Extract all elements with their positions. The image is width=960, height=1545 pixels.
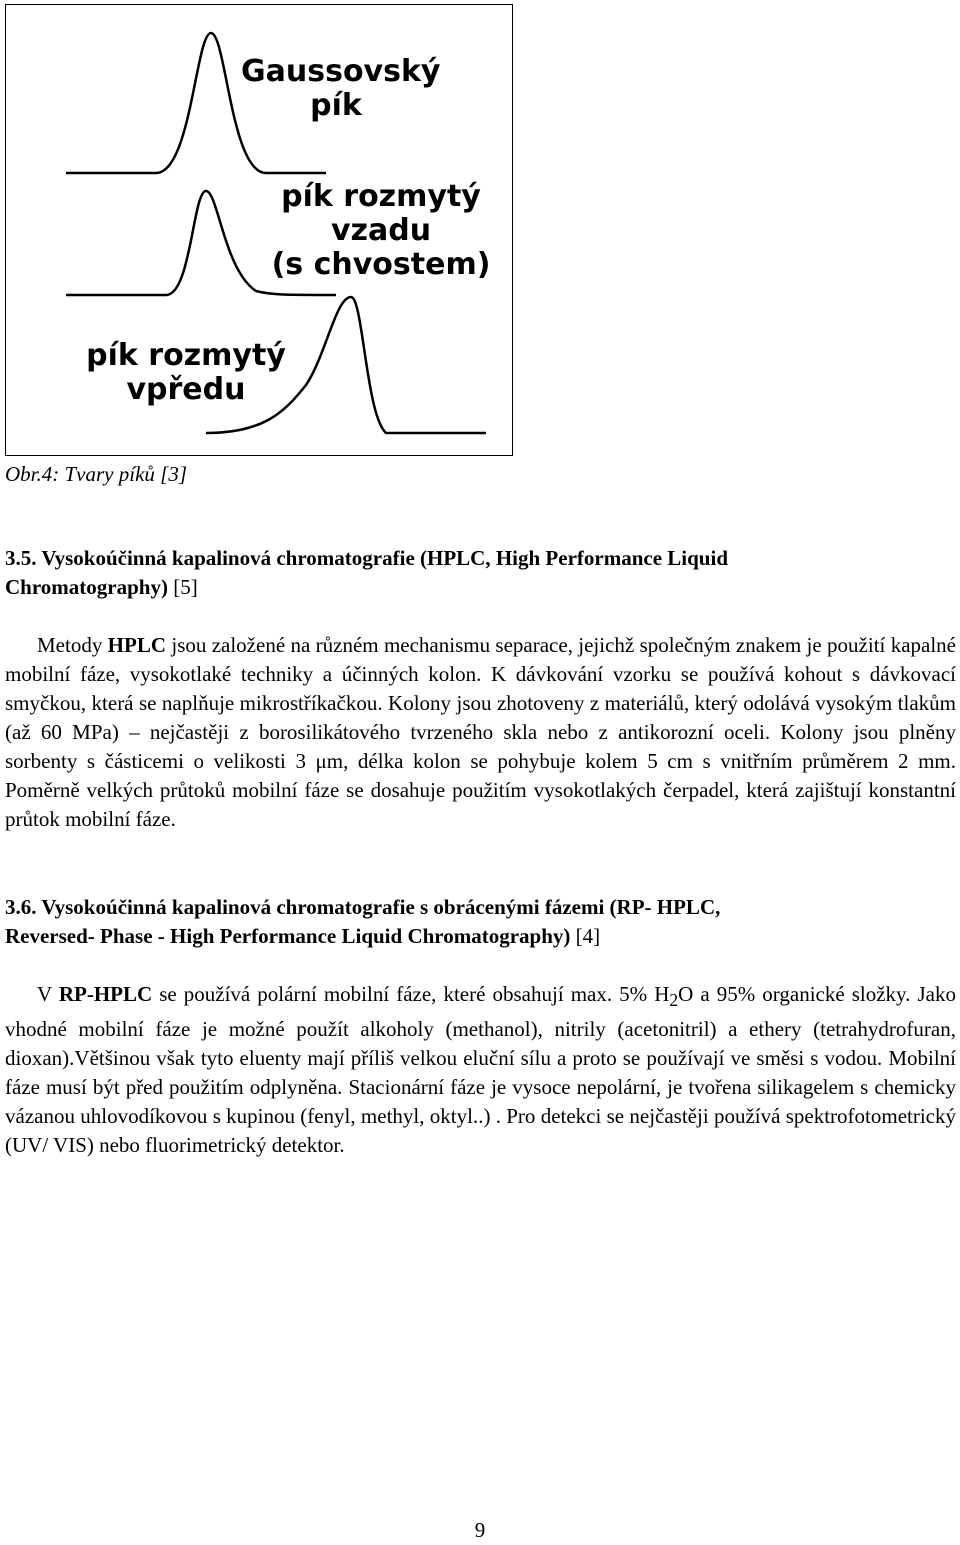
section-3-6-ref: [4] — [575, 924, 601, 948]
gaussian-label-line2: pík — [310, 88, 362, 123]
page-number: 9 — [474, 1518, 486, 1542]
section-3-5-number: 3.5. — [5, 546, 37, 570]
section-3-6-title-line2: Reversed- Phase - High Performance Liquid Chromatography) — [5, 924, 571, 948]
section-3-6-paragraph — [5, 980, 956, 1160]
tailing-label-line2: vzadu — [330, 213, 432, 248]
p36-rphplc: RP-HPLC — [58, 982, 153, 1006]
p36-part1: se používá polární mobilní fáze, které obsahují max. 5% H — [152, 982, 670, 1006]
section-3-5 — [5, 544, 956, 834]
gaussian-peak-label — [241, 54, 441, 123]
fronting-label-line2: vpředu — [126, 372, 246, 407]
p36-subscript: 2 — [669, 990, 679, 1011]
section-3-6 — [5, 893, 956, 1160]
section-3-6-title-line1: Vysokoúčinná kapalinová chromatografie s obrácenými fázemi (RP- HPLC, — [41, 895, 721, 919]
p35-intro: Metody — [37, 633, 108, 657]
fronting-peak-label — [71, 339, 301, 407]
figure-caption: Obr.4: Tvary píků [3] — [5, 462, 187, 486]
tailing-label-line1: pík rozmytý — [281, 179, 481, 214]
tailing-peak-label — [261, 180, 501, 282]
section-3-5-heading — [5, 544, 956, 602]
section-3-5-title-line1: Vysokoúčinná kapalinová chromatografie (HPLC, High Performance Liquid — [41, 546, 728, 570]
p36-v: V — [37, 982, 59, 1006]
tailing-label-line3: (s chvostem) — [271, 247, 491, 282]
p35-body: jsou založené na různém mechanismu separace, jejichž společným znakem je použití kapalné mobilní fáze, vysokotlaké techniky a účinných kolon. K dávkování vzorku se používá kohout s dávkovací smyčkou, která se naplňuje mikrostříkačkou. Kolony jsou zhotoveny z materiálů, který odolává vysokým tlakům (až 60 MPa) – nejčastěji z borosilikátového tvrzeného skla nebo z antikorozní oceli. Kolony jsou plněny sorbenty s částicemi o velikosti 3 μm, délka kolon se pohybuje kolem 5 cm s vnitřním průměrem 2 mm. Poměrně velkých průtoků mobilní fáze se dosahuje použitím vysokotlakých čerpadel, která zajištují konstantní průtok mobilní fáze. — [5, 633, 956, 831]
section-3-6-number: 3.6. — [5, 895, 37, 919]
p36-part2: O a 95% organické složky. Jako vhodné mobilní fáze je možné použít alkoholy (methanol), nitrily (acetonitril) a ethery (tetrahydrofuran, dioxan).Většinou však tyto eluenty mají příliš velkou eluční sílu a proto se používají ve směsi s vodou. Mobilní fáze musí být před použitím odplyněna. Stacionární fáze je vysoce nepolární, je tvořena silikagelem s chemicky vázanou uhlovodíkovou s kupinou (fenyl, methyl, oktyl..) . Pro detekci se nejčastěji používá spektrofotometrický (UV/ VIS) nebo fluorimetrický detektor. — [5, 982, 956, 1158]
section-3-5-paragraph — [5, 631, 956, 834]
section-3-6-heading — [5, 893, 956, 951]
gaussian-label-line1: Gaussovský — [241, 54, 441, 89]
section-3-5-ref: [5] — [173, 575, 198, 599]
p35-hplc: HPLC — [107, 633, 167, 657]
peak-shapes-figure — [5, 4, 513, 456]
fronting-label-line1: pík rozmytý — [86, 338, 286, 373]
section-3-5-title-line2: Chromatography) — [5, 575, 168, 599]
